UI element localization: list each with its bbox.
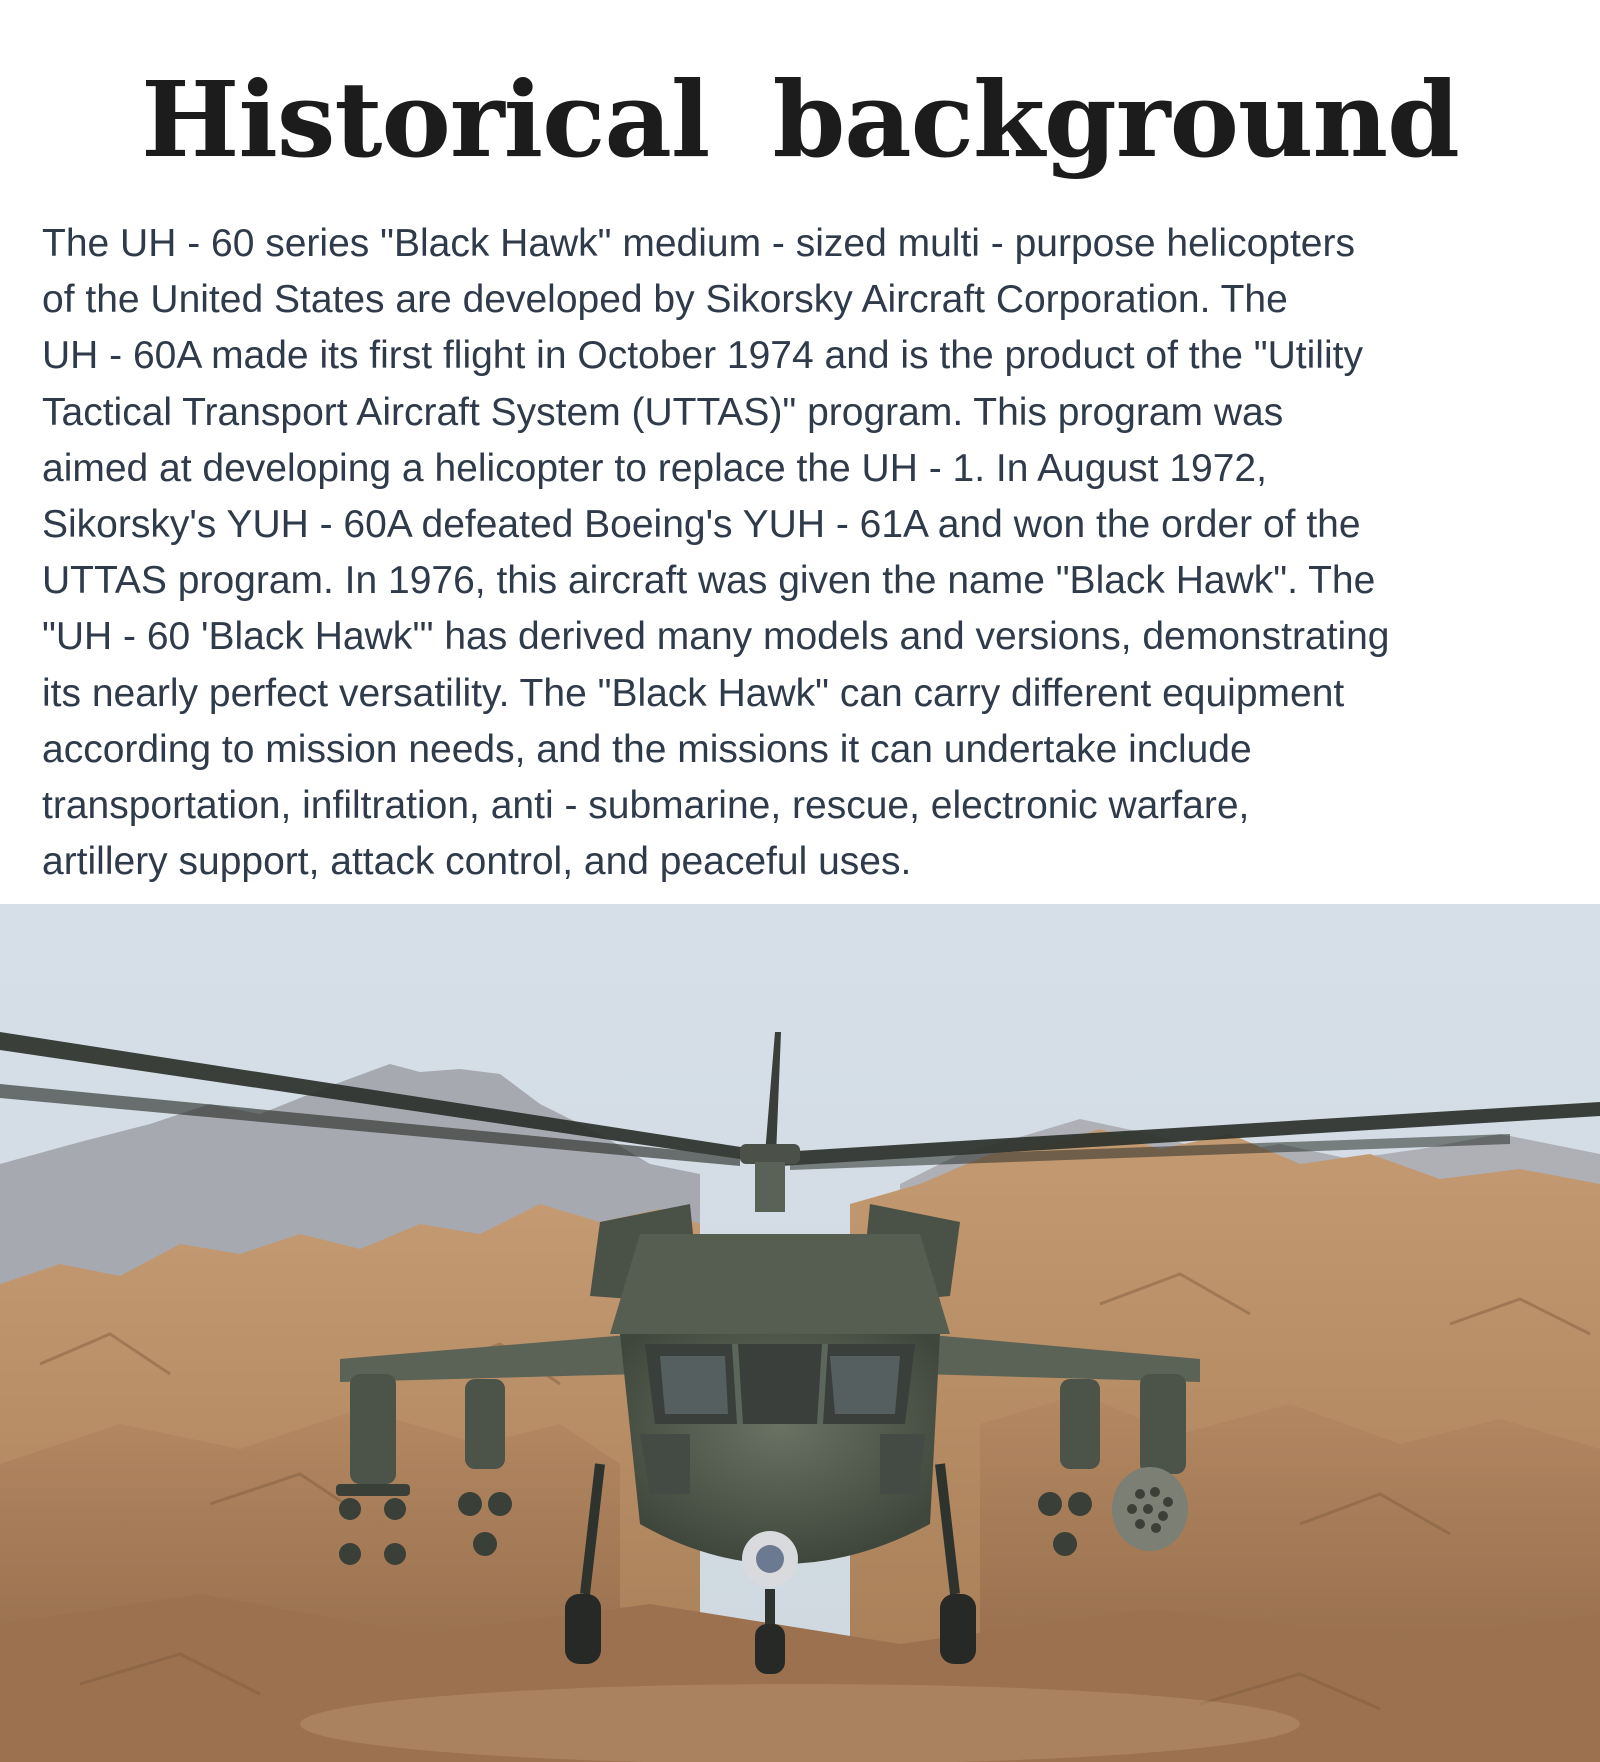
article-body: The UH - 60 series "Black Hawk" medium - sized multi - purpose helicopters of the United States are developed by Sikorsky Aircraft Corporation. The UH - 60A made its first flight in October 1974 and is the product of the "Utility Tactical Transport Aircraft System (UTTAS)" program. This program was aimed at developing a helicopter to replace the UH - 1. In August 1972, Sikorsky's YUH - 60A defeated Boeing's YUH - 61A and won the order of the UTTAS program. In 1976, this aircraft was given the name "Black Hawk". The "UH - 60 'Black Hawk'" has derived many models and versions, demonstrating its nearly perfect versatility. The "Black Hawk" can carry different equipment according to mission needs, and the missions it can undertake include transportation, infiltration, anti - submarine, rescue, electronic warfare, artillery support, attack control, and peaceful uses. (42, 222, 1390, 884)
page-title: Historical background (141, 58, 1459, 181)
helicopter-photo (0, 904, 1600, 1762)
helicopter (610, 1234, 950, 1334)
